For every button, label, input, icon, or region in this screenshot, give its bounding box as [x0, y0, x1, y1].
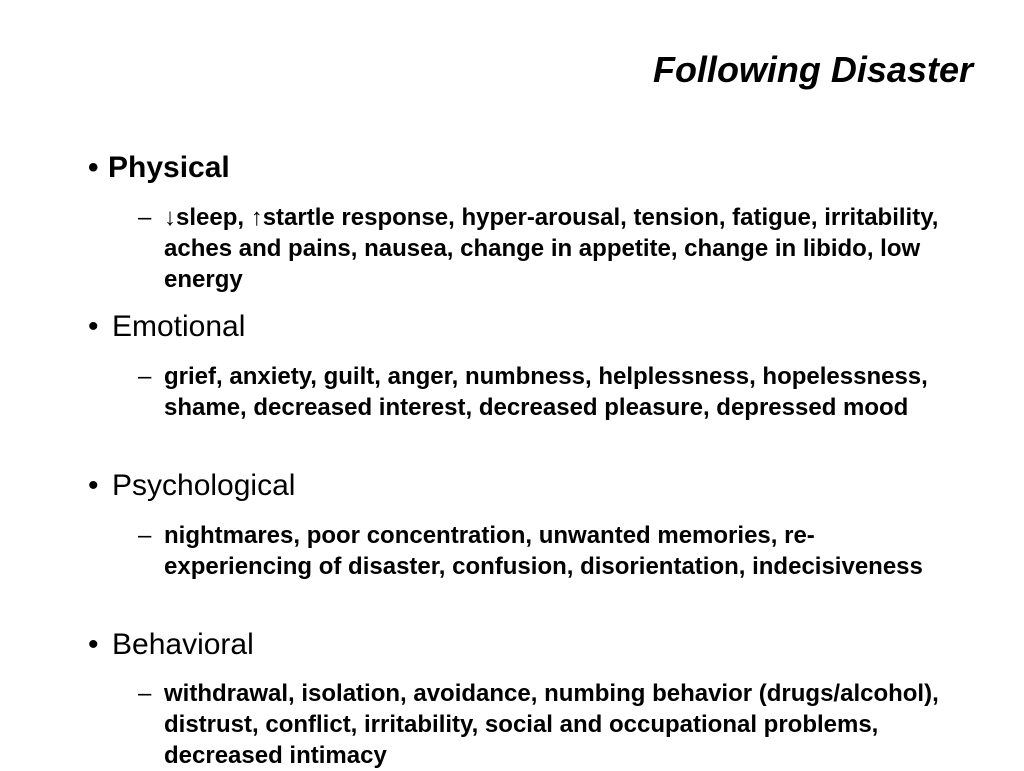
bullet-marker: •: [88, 628, 99, 661]
bullet-behavioral: [88, 628, 254, 662]
dash-marker: –: [138, 363, 152, 390]
bullet-marker: •: [88, 310, 99, 343]
dash-marker: –: [138, 680, 152, 707]
details-emotional: [138, 361, 958, 423]
bullet-physical: [88, 151, 230, 185]
details-behavioral: [138, 678, 958, 771]
details-physical: [138, 202, 958, 295]
details-physical-text: ↓sleep, ↑startle response, hyper-arousal, tension, fatigue, irritability, aches and pains, nausea, change in appetite, change in libido, low energy: [164, 204, 939, 293]
details-psychological: [138, 520, 958, 582]
bullet-emotional: [88, 310, 245, 344]
details-behavioral-text: withdrawal, isolation, avoidance, numbing behavior (drugs/alcohol), distrust, conflict, irritability, social and occupational problems, decreased intimacy: [164, 680, 939, 769]
heading-behavioral: Behavioral: [112, 628, 254, 661]
slide-title: Following Disaster: [652, 49, 973, 90]
bullet-marker: •: [88, 469, 99, 502]
heading-emotional: Emotional: [112, 310, 246, 343]
details-emotional-text: grief, anxiety, guilt, anger, numbness, helplessness, hopelessness, shame, decreased interest, decreased pleasure, depressed mood: [164, 363, 928, 421]
heading-psychological: Psychological: [112, 469, 296, 502]
dash-marker: –: [138, 204, 152, 231]
bullet-marker: •: [88, 151, 99, 184]
bullet-psychological: [88, 469, 295, 503]
dash-marker: –: [138, 522, 152, 549]
heading-physical: Physical: [108, 151, 230, 184]
details-psychological-text: nightmares, poor concentration, unwanted memories, re-experiencing of disaster, confusion, disorientation, indecisiveness: [164, 522, 923, 580]
